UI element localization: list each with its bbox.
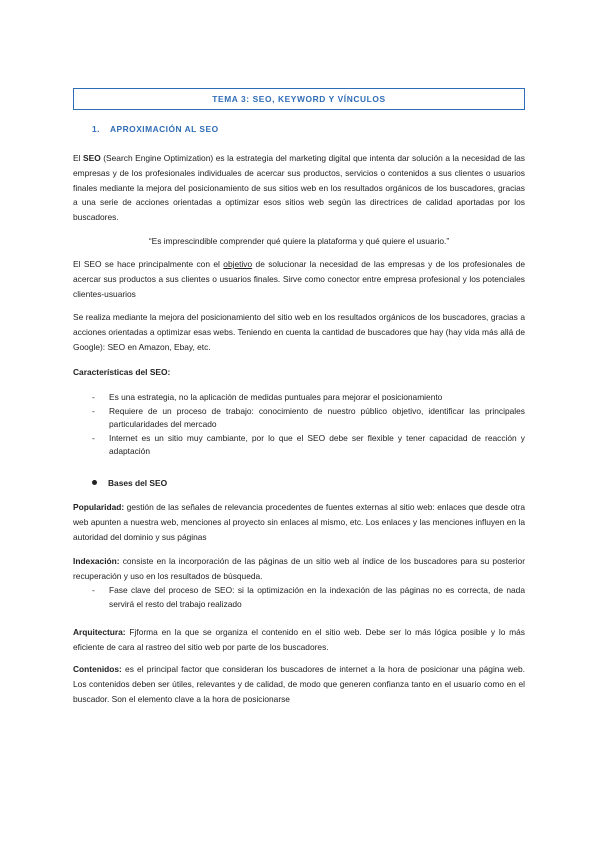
intro-text: (Search Engine Optimization) es la estrategia del marketing digital que intenta dar solución a la necesidad de las empresas y de los profesionales individuales de acercar sus productos, servicios o contenidos a sus clientes o usuarios finales mediante la mejora del posicionamiento de sus sitios web en los resultados orgánicos de los buscadores, gracias a una serie de acciones orientadas a optimizar esos sitios web según las directrices de calidad aportadas por los buscadores. bbox=[73, 153, 525, 223]
characteristics-list bbox=[92, 391, 525, 459]
indexacion-text: consiste en la incorporación de las páginas de un sitio web al índice de los buscadores para su posterior recuperación y uso en los resultados de búsqueda. bbox=[73, 556, 525, 581]
document-title: TEMA 3: SEO, KEYWORD Y VÍNCULOS bbox=[212, 94, 386, 104]
intro-paragraph bbox=[73, 151, 525, 225]
popularidad-paragraph bbox=[73, 500, 525, 544]
arquitectura-paragraph bbox=[73, 625, 525, 655]
indexacion-term: Indexación: bbox=[73, 556, 120, 566]
quote: “Es imprescindible comprender qué quiere la plataforma y qué quiere el usuario.” bbox=[148, 236, 450, 246]
indexacion-sublist bbox=[92, 584, 525, 611]
para2-before: El SEO se hace principalmente con el bbox=[73, 259, 224, 269]
para2-after: de solucionar la necesidad de las empresas y de los profesionales de acercar sus productos a sus clientes o usuarios finales. Sirve como conector entre empresa profesional y los potenciales clientes-usuarios bbox=[73, 259, 526, 299]
arquitectura-term: Arquitectura: bbox=[73, 627, 126, 637]
popularidad-term: Popularidad: bbox=[73, 502, 125, 512]
contenidos-paragraph bbox=[73, 662, 525, 706]
title-box bbox=[73, 88, 525, 110]
list-item: - Requiere de un proceso de trabajo: conocimiento de nuestro público objetivo, identificar las principales particularidades del mercado bbox=[92, 405, 525, 432]
bases-heading bbox=[92, 478, 167, 488]
section-number: 1. bbox=[92, 124, 100, 134]
list-item: - Fase clave del proceso de SEO: si la optimización en la indexación de las páginas no es correcta, de nada servirá el resto del trabajo realizado bbox=[92, 584, 525, 611]
section-label: APROXIMACIÓN AL SEO bbox=[110, 124, 219, 134]
bases-heading-text: Bases del SEO bbox=[108, 478, 168, 488]
list-item: - Internet es un sitio muy cambiante, por lo que el SEO debe ser flexible y tener capacidad de reacción y adaptación bbox=[92, 432, 525, 459]
popularidad-text: gestión de las señales de relevancia procedentes de fuentes externas al sitio web: enlaces que desde otra web apunten a nuestra web, menciones al proyecto sin enlaces al mismo, etc. Los enlaces y las menciones influyen en la autoridad del dominio y sus páginas bbox=[73, 502, 525, 542]
list-item: - Es una estrategia, no la aplicación de medidas puntuales para mejorar el posicionamiento bbox=[92, 391, 525, 405]
bullet-icon bbox=[92, 480, 97, 485]
contenidos-text: es el principal factor que consideran los buscadores de internet a la hora de posicionar una página web. Los contenidos deben ser útiles, relevantes y de calidad, de modo que generen confianza tanto en el usuario como en el buscador. Son el elemento clave a la hora de posicionarse bbox=[73, 664, 525, 704]
characteristics-heading: Características del SEO: bbox=[73, 367, 171, 377]
arquitectura-text: Fjforma en la que se organiza el contenido en el sitio web. Debe ser lo más lógica posible y lo más eficiente de cara al rastreo del sitio web por parte de los buscadores. bbox=[73, 627, 525, 652]
indexacion-paragraph bbox=[73, 554, 525, 584]
intro-term: SEO bbox=[83, 153, 101, 163]
para2-underlined: objetivo bbox=[223, 259, 253, 269]
section-heading bbox=[92, 124, 219, 134]
intro-prefix: El bbox=[73, 153, 84, 163]
paragraph-objective bbox=[73, 257, 525, 301]
paragraph-optimization: Se realiza mediante la mejora del posicionamiento del sitio web en los resultados orgánicos de los buscadores, gracias a acciones orientadas a optimizar esas webs. Teniendo en cuenta la cantidad de buscadores que hay (hay vida más allá de Google): SEO en Amazon, Ebay, etc. bbox=[73, 312, 525, 352]
contenidos-term: Contenidos: bbox=[73, 664, 122, 674]
